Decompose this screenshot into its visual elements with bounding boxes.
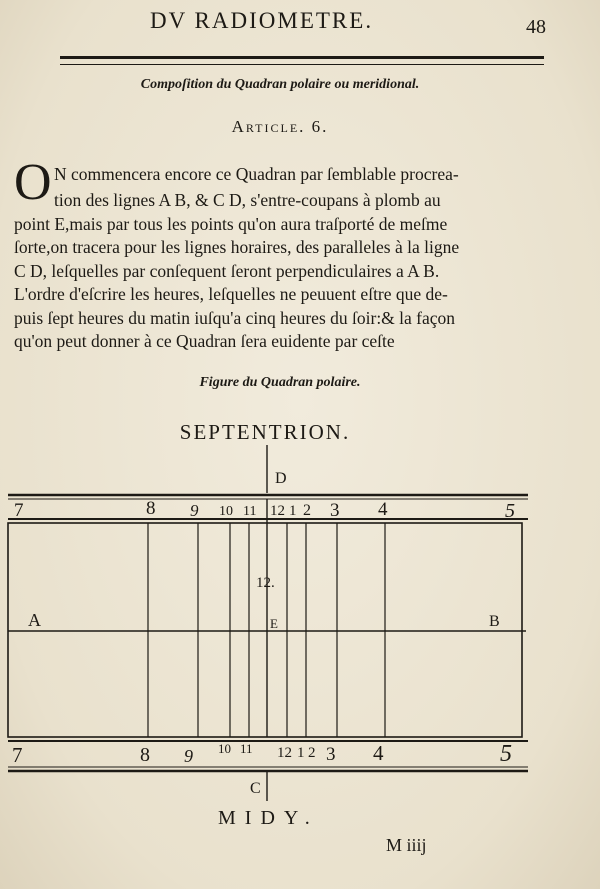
hour-top: 3 [330, 500, 340, 521]
label-e: E [270, 616, 278, 631]
hour-top: 9 [190, 501, 199, 520]
hour-bottom: 11 [240, 741, 253, 756]
hour-bottom: 3 [326, 744, 336, 765]
body-line: tion des lignes A B, & C D, s'entre-coupans à plomb au [54, 190, 441, 210]
hour-top: 12 [270, 503, 285, 519]
hour-top: 1 [289, 503, 297, 519]
label-d: D [275, 470, 287, 487]
article-heading: Article. 6. [231, 117, 329, 136]
hour-top: 11 [243, 504, 257, 519]
page-number: 48 [526, 16, 546, 38]
hour-top: 5 [505, 500, 515, 522]
polar-sundial-diagram [0, 445, 560, 805]
body-line: puis ſept heures du matin iuſqu'a cinq heures du ſoir:& la façon [14, 308, 456, 328]
hour-bottom: 9 [184, 746, 193, 766]
hour-top: 8 [146, 498, 156, 519]
running-title: DV RADIOMETRE. [150, 8, 374, 33]
hour-lines [148, 499, 385, 737]
body-line: ſorte,on tracera pour les lignes horaires, des paralleles à la ligne [14, 237, 460, 257]
hour-top: 4 [378, 499, 388, 520]
hour-bottom: 12 [277, 745, 292, 761]
hour-bottom: 2 [308, 745, 316, 761]
header-rule-thin [60, 64, 544, 65]
label-c: C [250, 780, 261, 797]
north-label: SEPTENTRION. [179, 420, 351, 444]
hour-bottom: 8 [140, 744, 150, 766]
hour-bottom: 7 [12, 743, 23, 767]
body-line: C D, leſquelles par conſequent ſeront perpendiculaires a A B. [14, 261, 440, 281]
dial-frame [8, 523, 522, 737]
hour-bottom: 5 [500, 741, 512, 767]
label-b: B [489, 613, 500, 630]
hour-bottom: 10 [218, 741, 231, 756]
hour-bottom: 4 [373, 741, 384, 765]
signature-mark: M iiij [386, 835, 427, 855]
hour-top: 7 [14, 500, 24, 521]
label-a: A [28, 610, 41, 630]
label-noon: 12. [256, 575, 275, 591]
body-line: L'ordre d'eſcrire les heures, leſquelles ne peuuent eſtre que de- [14, 284, 448, 304]
body-line: N commencera encore ce Quadran par ſemblable procrea- [54, 164, 459, 184]
section-subtitle: Compoſition du Quadran polaire ou meridional. [140, 77, 420, 92]
drop-cap: O [14, 154, 52, 211]
south-label: MIDY. [218, 807, 319, 829]
header-rule-thick [60, 56, 544, 59]
hour-bottom: 1 [297, 745, 305, 761]
hour-top: 10 [219, 504, 233, 519]
body-line: point E,mais par tous les points qu'on aura traſporté de meſme [14, 214, 448, 234]
figure-caption: Figure du Quadran polaire. [199, 375, 361, 390]
body-line: qu'on peut donner à ce Quadran ſera euidente par ceſte [14, 331, 395, 351]
hour-top: 2 [303, 502, 311, 519]
